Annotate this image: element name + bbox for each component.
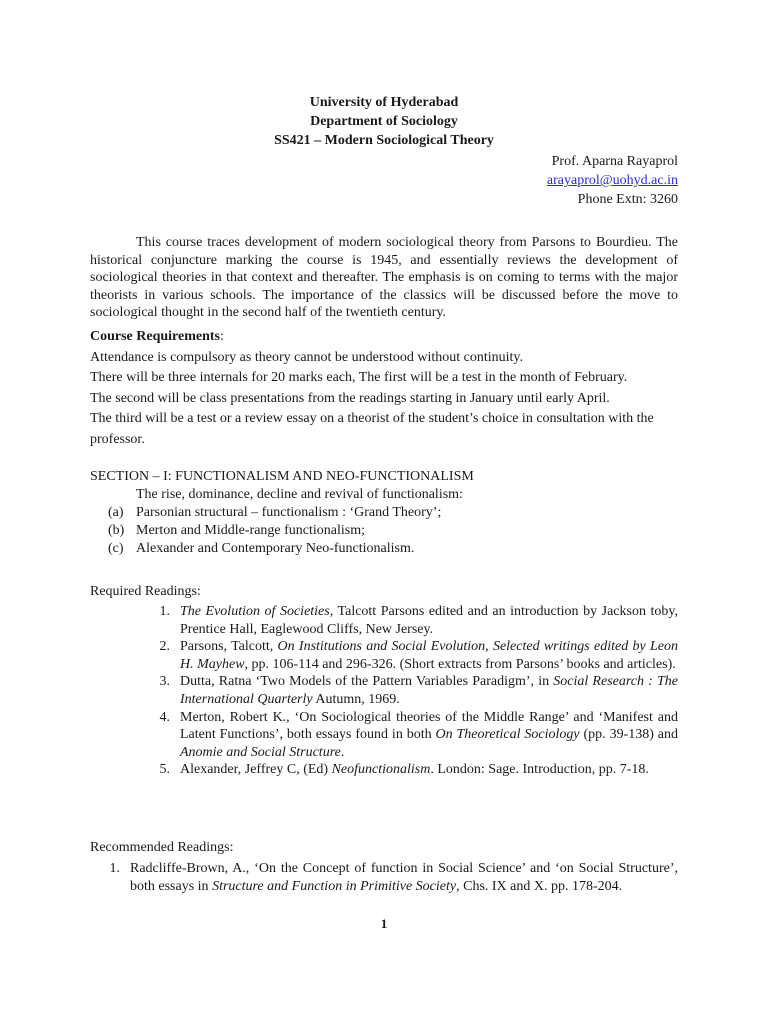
citation-text: , Talcott Parsons edited and an introduction by Jackson toby, Prentice Hall, Eaglewood Cliffs, New Jersey.: [180, 604, 678, 637]
reading-citation: [180, 673, 678, 708]
requirements-heading: Course Requirements:: [90, 329, 224, 344]
citation-text: Parsons, Talcott,: [180, 639, 278, 655]
citation-title: Neofunctionalism: [331, 762, 431, 778]
reading-item: [90, 603, 678, 638]
contact-info: [90, 152, 678, 209]
reading-number: 3.: [159, 674, 170, 690]
reading-citation: [180, 638, 678, 673]
citation-text: Radcliffe-Brown, A., ‘On the Concept of function in Social Science’ and ‘on Social Structure’, both essays in: [130, 861, 678, 894]
citation-text: . London: Sage. Introduction, pp. 7-18.: [430, 762, 649, 778]
required-readings-list: [90, 603, 678, 779]
reading-citation: [130, 860, 678, 895]
citation-text: (pp. 39-138) and: [579, 727, 678, 743]
section-subtitle: The rise, dominance, decline and revival of functionalism:: [136, 487, 463, 502]
requirement-line: The second will be class presentations from the readings starting in January until early April.: [90, 390, 610, 406]
requirement-line: There will be three internals for 20 marks each, The first will be a test in the month of February.: [90, 370, 628, 385]
citation-title: On Institutions and Social Evolution, Selected writings edited by Leon H. Mayhew: [180, 639, 678, 672]
requirement-line: Attendance is compulsory as theory cannot be understood without continuity.: [90, 349, 524, 365]
citation-title: The Evolution of Societies: [180, 604, 330, 619]
section-title: SECTION – I: FUNCTIONALISM AND NEO-FUNCTIONALISM: [90, 469, 474, 484]
citation-title: Structure and Function in Primitive Society: [212, 878, 457, 894]
recommended-readings: [90, 860, 678, 895]
reading-item: [90, 761, 678, 779]
section-one: [90, 468, 678, 558]
citation-text: , Chs. IX and X. pp. 178-204.: [456, 878, 623, 894]
course-requirements: [90, 327, 678, 450]
reading-item: [90, 860, 678, 895]
citation-text: Autumn, 1969.: [312, 691, 400, 707]
required-readings: [90, 603, 678, 779]
list-item: (c) Alexander and Contemporary Neo-functionalism.: [108, 541, 415, 556]
citation-title: Social Research : The International Quarterly: [180, 674, 678, 707]
reading-citation: [180, 761, 678, 779]
course-description: [90, 234, 678, 322]
intro-paragraph: This course traces development of modern sociological theory from Parsons to Bourdieu. The historical conjuncture marking the course is 1945, and essentially reviews the development of sociological theories in that context and thereafter. The emphasis is on coming to terms with the major theorists in various schools. The importance of the classics will be discussed before the move to sociological thought in the second half of the twentieth century.: [90, 235, 678, 321]
citation-title: On Theoretical Sociology: [435, 727, 580, 743]
recommended-readings-list: [90, 860, 678, 895]
document-header: [90, 93, 678, 150]
professor-name: Prof. Aparna Rayaprol: [551, 154, 678, 169]
requirement-line: The third will be a test or a review essay on a theorist of the student’s choice in consultation with the professor.: [90, 411, 654, 447]
reading-citation: [180, 709, 678, 762]
citation-text: Alexander, Jeffrey C, (Ed): [180, 762, 332, 778]
citation-title: Anomie and Social Structure: [180, 744, 341, 760]
list-item: (a) Parsonian structural – functionalism : ‘Grand Theory’;: [108, 505, 442, 520]
reading-number: 2.: [159, 639, 170, 655]
list-item: (b) Merton and Middle-range functionalism;: [108, 523, 365, 538]
reading-citation: [180, 603, 678, 638]
citation-text: .: [340, 744, 345, 760]
citation-text: Merton, Robert K., ‘On Sociological theories of the Middle Range’ and ‘Manifest and Latent Functions’, both essays found in both: [180, 709, 678, 743]
reading-item: [90, 709, 678, 762]
required-readings-title: Required Readings:: [90, 584, 201, 599]
reading-number: 1.: [159, 604, 170, 619]
reading-item: [90, 673, 678, 708]
citation-text: , pp. 106-114 and 296-326. (Short extracts from Parsons’ books and articles).: [244, 656, 676, 672]
reading-number: 4.: [159, 709, 170, 725]
topic-list: [90, 504, 678, 558]
page-number: 1: [380, 916, 388, 931]
reading-number: 1.: [109, 861, 120, 876]
reading-number: 5.: [159, 762, 170, 778]
citation-text: Dutta, Ratna ‘Two Models of the Pattern Variables Paradigm’, in: [180, 674, 554, 690]
reading-item: [90, 638, 678, 673]
recommended-readings-title: Recommended Readings:: [90, 840, 234, 855]
university-name: University of Hyderabad: [309, 95, 459, 110]
email-link[interactable]: arayaprol@uohyd.ac.in: [546, 173, 678, 188]
phone-extension: Phone Extn: 3260: [577, 192, 678, 207]
department-name: Department of Sociology: [310, 114, 458, 129]
course-title: SS421 – Modern Sociological Theory: [274, 133, 494, 148]
